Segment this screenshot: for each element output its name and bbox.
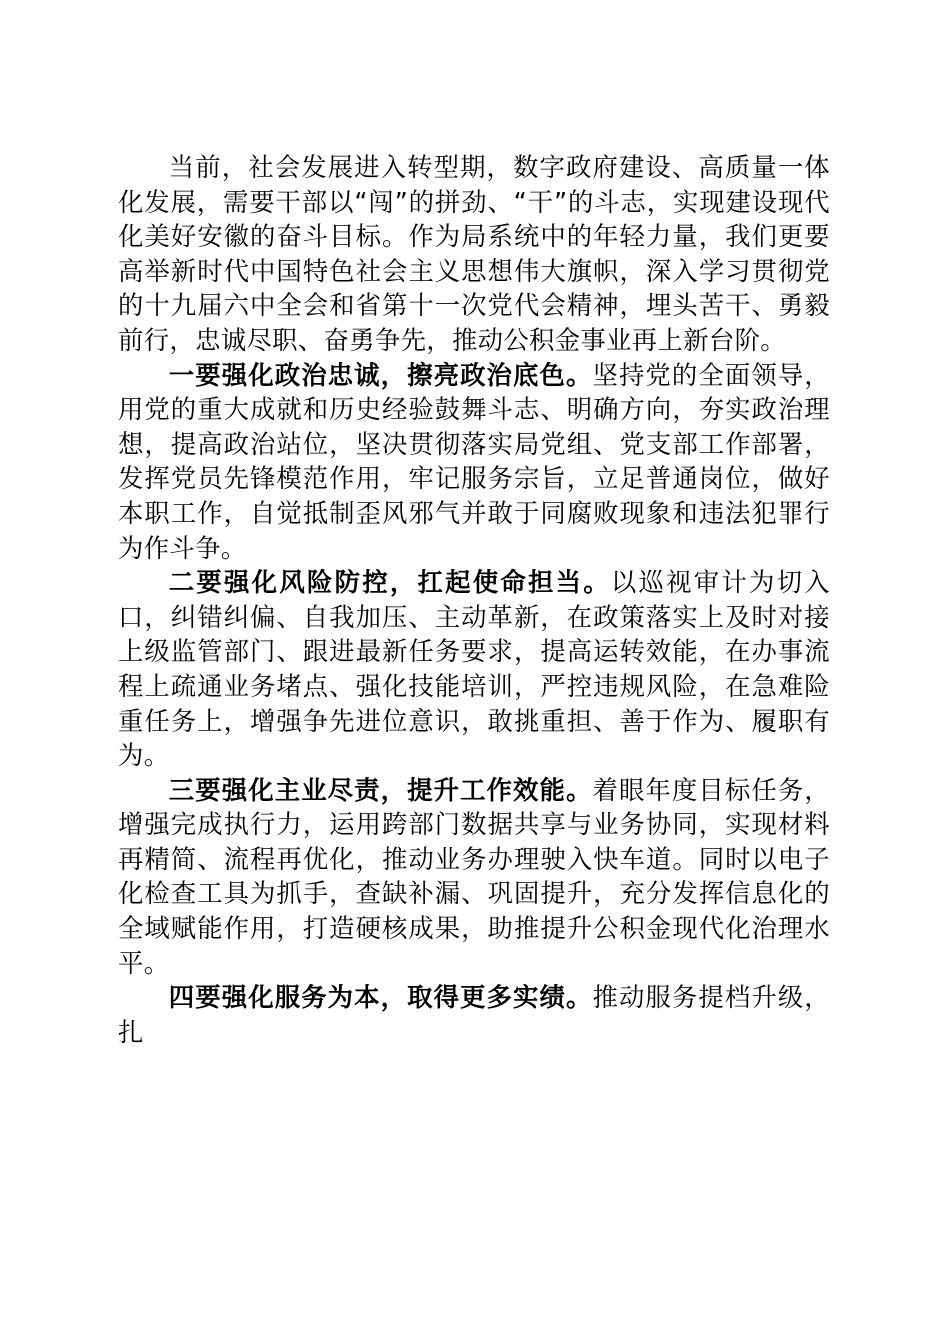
section-paragraph-2 <box>118 565 830 773</box>
section-body-2: 以巡视审计为切入口，纠错纠偏、自我加压、主动革新，在政策落实上及时对接上级监管部门、跟进最新任务要求，提高运转效能，在办事流程上疏通业务堵点、强化技能培训，严控违规风险，在急难险重任务上，增强争先进位意识，敢挑重担、善于作为、履职有为。 <box>118 567 830 771</box>
section-paragraph-4 <box>118 980 830 1049</box>
section-body-1: 坚持党的全面领导，用党的重大成就和历史经验鼓舞斗志、明确方向，夯实政治理想，提高政治站位，坚决贯彻落实局党组、党支部工作部署，发挥党员先锋模范作用，牢记服务宗旨，立足普通岗位，做好本职工作，自觉抵制歪风邪气并敢于同腐败现象和违法犯罪行为作斗争。 <box>118 359 830 563</box>
section-heading-3: 三要强化主业尽责，提升工作效能。 <box>168 774 593 805</box>
document-body <box>118 150 830 1049</box>
intro-paragraph: 当前，社会发展进入转型期，数字政府建设、高质量一体化发展，需要干部以“闯”的拼劲、“干”的斗志，实现建设现代化美好安徽的奋斗目标。作为局系统中的年轻力量，我们更要高举新时代中国特色社会主义思想伟大旗帜，深入学习贯彻党的十九届六中全会和省第十一次党代会精神，埋头苦干、勇毅前行，忠诚尽职、奋勇争先，推动公积金事业再上新台阶。 <box>118 152 830 355</box>
section-paragraph-3 <box>118 773 830 981</box>
section-heading-2: 二要强化风险防控，扛起使命担当。 <box>168 567 611 598</box>
section-body-3: 着眼年度目标任务，增强完成执行力，运用跨部门数据共享与业务协同，实现材料再精简、流程再优化，推动业务办理驶入快车道。同时以电子化检查工具为抓手，查缺补漏、巩固提升，充分发挥信息化的全域赋能作用，打造硬核成果，助推提升公积金现代化治理水平。 <box>118 774 830 978</box>
section-paragraph-1 <box>118 358 830 566</box>
section-heading-1: 一要强化政治忠诚，擦亮政治底色。 <box>168 359 593 390</box>
section-heading-4: 四要强化服务为本，取得更多实绩。 <box>168 982 593 1013</box>
section-body-4: 推动服务提档升级，扎 <box>118 982 830 1047</box>
